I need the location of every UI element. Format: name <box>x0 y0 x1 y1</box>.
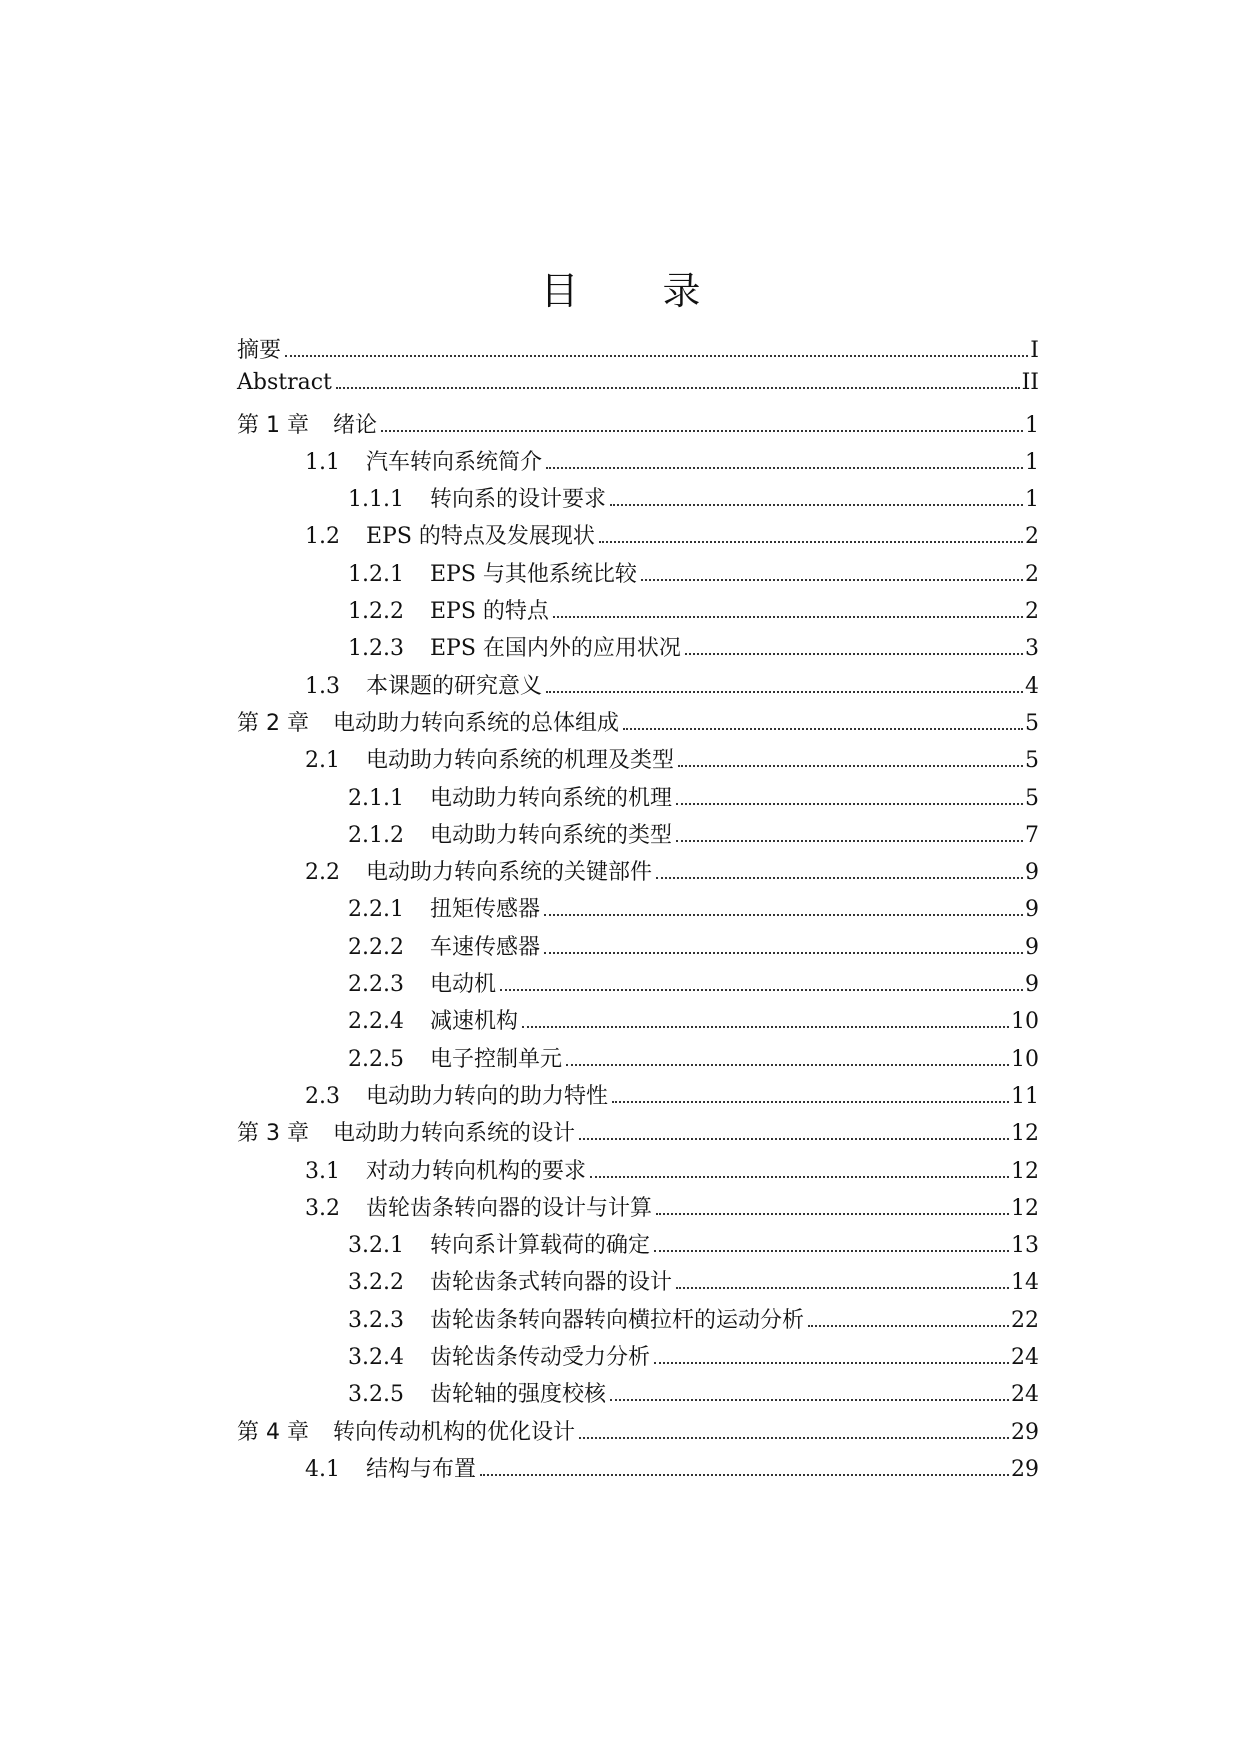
toc-entry-number: 2.1.1 <box>348 785 404 811</box>
toc-entry-title: 电动助力转向系统的类型 <box>429 822 672 848</box>
toc-entry-page-number: 13 <box>1011 1233 1039 1259</box>
toc-entry[interactable] <box>237 930 1039 967</box>
toc-entry-number: 3.2.5 <box>348 1382 404 1408</box>
toc-entry-title: 结构与布置 <box>366 1456 477 1482</box>
dot-leader <box>610 504 1023 506</box>
toc-entry-number: 2.2.4 <box>348 1009 404 1035</box>
toc-entry-title: 转向系的设计要求 <box>429 487 606 513</box>
toc-entry-label <box>348 631 681 662</box>
toc-entry-number: 2.2.5 <box>348 1046 404 1072</box>
toc-entry-number: 2.2 <box>305 860 340 886</box>
toc-entry-label <box>305 1191 652 1222</box>
toc-entry[interactable] <box>237 1303 1039 1340</box>
dot-leader <box>808 1325 1009 1327</box>
toc-entry-page-number: I <box>1030 338 1039 363</box>
toc-entry-label <box>348 1265 672 1296</box>
toc-entry[interactable] <box>237 408 1039 445</box>
toc-entry-title: 电动助力转向系统的关键部件 <box>366 860 653 886</box>
toc-entry-title: 绪论 <box>332 412 377 438</box>
toc-entry-number: 第 3 章 <box>237 1121 309 1147</box>
toc-entry-label <box>305 519 595 550</box>
dot-leader <box>381 430 1023 432</box>
toc-entry-number: 2.2.1 <box>348 897 404 923</box>
toc-entry-title: 减速机构 <box>429 1009 518 1035</box>
toc-entry-number: 第 1 章 <box>237 412 309 438</box>
toc-entry-page-number: 4 <box>1025 673 1039 699</box>
toc-entry-title: 汽车转向系统简介 <box>366 449 543 475</box>
dot-leader <box>656 877 1023 879</box>
toc-entry-label <box>237 370 332 395</box>
toc-entry-number: 2.2.3 <box>348 972 404 998</box>
toc-entry[interactable] <box>237 669 1039 706</box>
dot-leader <box>685 653 1023 655</box>
toc-entry-label <box>348 482 606 513</box>
toc-entry-number: 第 4 章 <box>237 1419 309 1445</box>
toc-entry-title: EPS 的特点 <box>429 599 549 625</box>
dot-leader <box>676 1287 1009 1289</box>
dot-leader <box>544 914 1023 916</box>
toc-entry-title: 齿轮轴的强度校核 <box>429 1382 606 1408</box>
toc-entry-page-number: 12 <box>1011 1158 1039 1184</box>
toc-entry[interactable] <box>237 1079 1039 1116</box>
dot-leader <box>654 1250 1009 1252</box>
toc-entry[interactable] <box>237 706 1039 743</box>
toc-entry[interactable] <box>237 1415 1039 1452</box>
toc-entry-title: 转向系计算载荷的确定 <box>429 1233 650 1259</box>
toc-entry-label <box>237 706 619 737</box>
toc-entry-number: 3.2.3 <box>348 1307 404 1333</box>
toc-entry-title: 齿轮齿条传动受力分析 <box>429 1345 650 1371</box>
toc-entry-title: EPS 的特点及发展现状 <box>366 524 595 550</box>
toc-entry-label <box>348 892 540 923</box>
dot-leader <box>654 1362 1009 1364</box>
toc-entry-label <box>237 408 377 439</box>
toc-entry[interactable] <box>237 1377 1039 1414</box>
toc-entry-page-number: 11 <box>1011 1083 1039 1109</box>
toc-entry-page-number: 10 <box>1011 1009 1039 1035</box>
toc-entry-label <box>305 743 674 774</box>
toc-entry-page-number: 2 <box>1025 599 1039 625</box>
toc-entry-label <box>348 1042 562 1073</box>
dot-leader <box>544 952 1023 954</box>
dot-leader <box>285 355 1028 357</box>
toc-entry-page-number: 2 <box>1025 524 1039 550</box>
toc-entry[interactable] <box>237 1116 1039 1153</box>
dot-leader <box>336 387 1020 389</box>
toc-entry-label <box>348 1377 606 1408</box>
toc-entry-label <box>348 1340 650 1371</box>
toc-entry-title: 车速传感器 <box>429 934 540 960</box>
toc-entry-page-number: 1 <box>1025 449 1039 475</box>
toc-entry[interactable] <box>237 482 1039 519</box>
toc-entry-title: 本课题的研究意义 <box>366 673 543 699</box>
dot-leader <box>553 616 1023 618</box>
dot-leader <box>678 765 1023 767</box>
toc-entry-title: 对动力转向机构的要求 <box>366 1158 587 1184</box>
toc-entry-label <box>348 781 672 812</box>
toc-entry[interactable] <box>237 1154 1039 1191</box>
toc-entry-title: 齿轮齿条式转向器的设计 <box>429 1270 672 1296</box>
toc-entry-title: 电动助力转向的助力特性 <box>366 1083 609 1109</box>
toc-entry-label <box>348 1004 518 1035</box>
toc-entry-title: 齿轮齿条转向器转向横拉杆的运动分析 <box>429 1307 804 1333</box>
toc-entry-label <box>348 930 540 961</box>
toc-entry-page-number: 5 <box>1025 785 1039 811</box>
toc-entry-label <box>305 1079 608 1110</box>
dot-leader <box>641 579 1023 581</box>
toc-entry-page-number: 9 <box>1025 860 1039 886</box>
toc-entry[interactable] <box>237 967 1039 1004</box>
toc-entry-label <box>348 1228 650 1259</box>
toc-entry-page-number: 12 <box>1011 1121 1039 1147</box>
toc-entry-label <box>237 1116 575 1147</box>
toc-entry-page-number: 9 <box>1025 934 1039 960</box>
toc-entry-number: 2.1 <box>305 748 340 774</box>
toc-entry-label <box>348 818 672 849</box>
toc-entry-number: 3.2.4 <box>348 1345 404 1371</box>
dot-leader <box>590 1176 1009 1178</box>
dot-leader <box>579 1437 1009 1439</box>
table-of-contents <box>237 333 1039 1489</box>
dot-leader <box>623 728 1023 730</box>
toc-entry[interactable] <box>237 892 1039 929</box>
toc-entry[interactable] <box>237 1340 1039 1377</box>
toc-entry-page-number: 1 <box>1025 487 1039 513</box>
toc-entry-title: 电动助力转向系统的总体组成 <box>332 710 619 736</box>
toc-entry-number: 3.2.2 <box>348 1270 404 1296</box>
dot-leader <box>612 1101 1009 1103</box>
toc-entry-title: Abstract <box>237 370 332 396</box>
toc-entry[interactable] <box>237 1042 1039 1079</box>
toc-entry-number: 2.1.2 <box>348 822 404 848</box>
toc-entry-title: 摘要 <box>237 338 282 363</box>
toc-entry-label <box>305 855 652 886</box>
toc-entry-label <box>305 1452 476 1483</box>
toc-entry-label <box>348 967 496 998</box>
toc-entry-page-number: 24 <box>1011 1345 1039 1371</box>
toc-entry[interactable] <box>237 594 1039 631</box>
dot-leader <box>522 1026 1009 1028</box>
toc-entry[interactable] <box>237 333 1039 370</box>
toc-entry-title: 电子控制单元 <box>429 1046 562 1072</box>
toc-entry-title: EPS 与其他系统比较 <box>429 561 637 587</box>
toc-entry[interactable] <box>237 631 1039 668</box>
toc-entry-label <box>237 333 281 364</box>
toc-entry-page-number: 22 <box>1011 1307 1039 1333</box>
toc-entry[interactable] <box>237 855 1039 892</box>
dot-leader <box>566 1064 1009 1066</box>
toc-entry-number: 1.2.2 <box>348 599 404 625</box>
toc-entry-number: 1.1.1 <box>348 487 404 513</box>
toc-entry-label <box>237 1415 575 1446</box>
toc-entry-page-number: 10 <box>1011 1046 1039 1072</box>
toc-entry-title: 转向传动机构的优化设计 <box>332 1419 575 1445</box>
toc-entry[interactable] <box>237 781 1039 818</box>
toc-entry-page-number: 29 <box>1011 1419 1039 1445</box>
dot-leader <box>676 840 1023 842</box>
toc-entry[interactable] <box>237 1265 1039 1302</box>
toc-entry-number: 1.2.3 <box>348 636 404 662</box>
toc-entry[interactable] <box>237 519 1039 556</box>
toc-entry-number: 1.2.1 <box>348 561 404 587</box>
toc-entry-page-number: 12 <box>1011 1195 1039 1221</box>
toc-entry-title: 电动机 <box>429 972 496 998</box>
toc-entry-page-number: 24 <box>1011 1382 1039 1408</box>
dot-leader <box>599 541 1023 543</box>
toc-entry-title: 齿轮齿条转向器的设计与计算 <box>366 1195 653 1221</box>
toc-entry-page-number: 9 <box>1025 897 1039 923</box>
toc-entry-title: 电动助力转向系统的设计 <box>332 1121 575 1147</box>
toc-entry-number: 3.2.1 <box>348 1233 404 1259</box>
toc-entry-number: 1.2 <box>305 524 340 550</box>
dot-leader <box>656 1213 1009 1215</box>
toc-entry[interactable] <box>237 818 1039 855</box>
dot-leader <box>546 467 1023 469</box>
toc-entry-title: 电动助力转向系统的机理及类型 <box>366 748 675 774</box>
toc-entry[interactable] <box>237 445 1039 482</box>
toc-entry-page-number: 9 <box>1025 972 1039 998</box>
toc-entry-label <box>348 557 637 588</box>
toc-entry-number: 3.1 <box>305 1158 340 1184</box>
toc-entry-label <box>348 594 549 625</box>
dot-leader <box>480 1474 1009 1476</box>
toc-entry-page-number: 7 <box>1025 822 1039 848</box>
toc-entry[interactable] <box>237 557 1039 594</box>
toc-entry-title: 扭矩传感器 <box>429 897 540 923</box>
toc-entry-page-number: 3 <box>1025 636 1039 662</box>
toc-entry-number: 2.2.2 <box>348 934 404 960</box>
toc-entry[interactable] <box>237 1004 1039 1041</box>
toc-entry-page-number: 5 <box>1025 748 1039 774</box>
page-title: 目 录 <box>540 269 737 313</box>
toc-entry-label <box>305 669 542 700</box>
toc-entry[interactable] <box>237 1228 1039 1265</box>
toc-entry-label <box>305 445 542 476</box>
toc-entry[interactable] <box>237 1191 1039 1228</box>
toc-entry-label <box>348 1303 804 1334</box>
toc-entry-page-number: 14 <box>1011 1270 1039 1296</box>
toc-entry[interactable] <box>237 370 1039 407</box>
toc-entry-number: 3.2 <box>305 1195 340 1221</box>
toc-entry-page-number: 5 <box>1025 710 1039 736</box>
toc-entry-page-number: II <box>1021 370 1039 396</box>
toc-entry-number: 2.3 <box>305 1083 340 1109</box>
toc-entry-title: EPS 在国内外的应用状况 <box>429 636 681 662</box>
dot-leader <box>500 989 1023 991</box>
toc-entry-number: 1.1 <box>305 449 340 475</box>
toc-entry-number: 第 2 章 <box>237 710 309 736</box>
toc-entry-page-number: 29 <box>1011 1456 1039 1482</box>
toc-entry[interactable] <box>237 743 1039 780</box>
toc-entry-page-number: 2 <box>1025 561 1039 587</box>
dot-leader <box>610 1399 1009 1401</box>
dot-leader <box>579 1138 1009 1140</box>
dot-leader <box>546 691 1023 693</box>
toc-entry-number: 4.1 <box>305 1456 340 1482</box>
toc-entry-label <box>305 1154 586 1185</box>
toc-entry-title: 电动助力转向系统的机理 <box>429 785 672 811</box>
toc-entry-number: 1.3 <box>305 673 340 699</box>
dot-leader <box>676 803 1023 805</box>
toc-entry[interactable] <box>237 1452 1039 1489</box>
toc-entry-page-number: 1 <box>1025 412 1039 438</box>
